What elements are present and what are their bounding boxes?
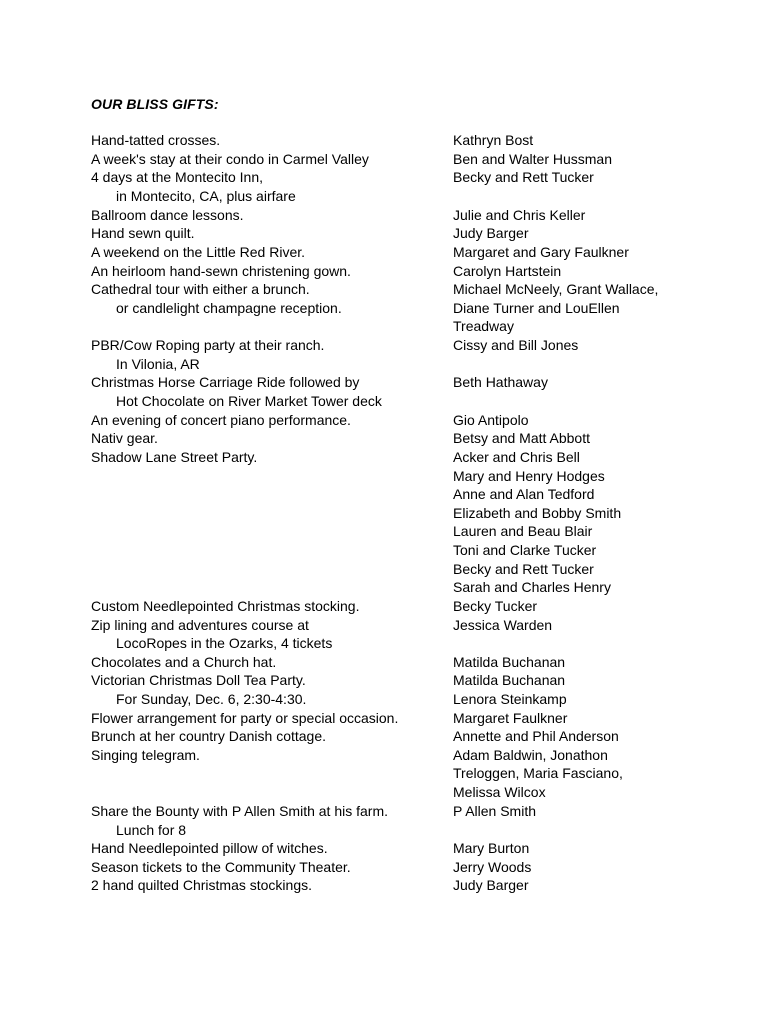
gift-line: Cathedral tour with either a brunch. <box>91 281 310 297</box>
donor-line: Lenora Steinkamp <box>453 691 567 707</box>
donor-line: Julie and Chris Keller <box>453 207 586 223</box>
donor-line: Toni and Clarke Tucker <box>453 542 597 558</box>
gift-line: Zip lining and adventures course at <box>91 617 309 633</box>
gift-line: Share the Bounty with P Allen Smith at his farm. <box>91 803 389 819</box>
donor-line: Judy Barger <box>453 877 529 893</box>
gift-line: or candlelight champagne reception. <box>116 300 342 316</box>
gift-line: Season tickets to the Community Theater. <box>91 859 351 875</box>
donor-line: Mary Burton <box>453 840 530 856</box>
gift-line: Christmas Horse Carriage Ride followed by <box>91 374 360 390</box>
donor-line: Diane Turner and LouEllen <box>453 300 620 316</box>
donor-line: P Allen Smith <box>453 803 537 819</box>
donor-line: Treadway <box>453 318 514 334</box>
donor-line: Betsy and Matt Abbott <box>453 430 590 446</box>
page-heading: OUR BLISS GIFTS: <box>91 96 219 112</box>
gift-line: Brunch at her country Danish cottage. <box>91 728 327 744</box>
gift-line: Hand-tatted crosses. <box>91 132 221 148</box>
gift-line: In Vilonia, AR <box>116 356 200 372</box>
donor-line: Jerry Woods <box>453 859 532 875</box>
donor-line: Sarah and Charles Henry <box>453 579 611 595</box>
gift-line: Victorian Christmas Doll Tea Party. <box>91 672 306 688</box>
donor-line: Matilda Buchanan <box>453 672 566 688</box>
gift-line: An evening of concert piano performance. <box>91 412 351 428</box>
gift-line: Chocolates and a Church hat. <box>91 654 277 670</box>
gift-line: Flower arrangement for party or special occasion. <box>91 710 399 726</box>
donor-line: Beth Hathaway <box>453 374 548 390</box>
gift-line: Hot Chocolate on River Market Tower deck <box>116 393 382 409</box>
gift-line: Singing telegram. <box>91 747 200 763</box>
gift-line: in Montecito, CA, plus airfare <box>116 188 296 204</box>
gift-line: 4 days at the Montecito Inn, <box>91 169 263 185</box>
donor-line: Matilda Buchanan <box>453 654 566 670</box>
donor-line: Lauren and Beau Blair <box>453 523 593 539</box>
gift-line: Shadow Lane Street Party. <box>91 449 258 465</box>
donor-line: Becky and Rett Tucker <box>453 169 594 185</box>
donor-line: Kathryn Bost <box>453 132 534 148</box>
gift-line: Nativ gear. <box>91 430 158 446</box>
gift-line: A week's stay at their condo in Carmel Valley <box>91 151 369 167</box>
gift-line: 2 hand quilted Christmas stockings. <box>91 877 312 893</box>
donor-line: Becky and Rett Tucker <box>453 561 594 577</box>
donor-line: Melissa Wilcox <box>453 784 546 800</box>
donor-line: Margaret and Gary Faulkner <box>453 244 629 260</box>
donor-line: Ben and Walter Hussman <box>453 151 612 167</box>
donor-line: Gio Antipolo <box>453 412 529 428</box>
gift-line: Hand sewn quilt. <box>91 225 195 241</box>
donor-line: Anne and Alan Tedford <box>453 486 595 502</box>
gift-line: Custom Needlepointed Christmas stocking. <box>91 598 360 614</box>
donor-line: Cissy and Bill Jones <box>453 337 579 353</box>
gift-line: LocoRopes in the Ozarks, 4 tickets <box>116 635 333 651</box>
donor-line: Mary and Henry Hodges <box>453 468 605 484</box>
donor-line: Adam Baldwin, Jonathon <box>453 747 608 763</box>
donor-line: Becky Tucker <box>453 598 538 614</box>
gift-line: An heirloom hand-sewn christening gown. <box>91 263 351 279</box>
donor-line: Margaret Faulkner <box>453 710 568 726</box>
donor-line: Judy Barger <box>453 225 529 241</box>
donor-line: Jessica Warden <box>453 617 553 633</box>
donor-line: Annette and Phil Anderson <box>453 728 619 744</box>
donor-line: Michael McNeely, Grant Wallace, <box>453 281 659 297</box>
donor-line: Treloggen, Maria Fasciano, <box>453 765 623 781</box>
gift-line: Hand Needlepointed pillow of witches. <box>91 840 328 856</box>
gift-line: For Sunday, Dec. 6, 2:30-4:30. <box>116 691 307 707</box>
gift-line: Ballroom dance lessons. <box>91 207 244 223</box>
donor-line: Carolyn Hartstein <box>453 263 562 279</box>
donor-line: Elizabeth and Bobby Smith <box>453 505 622 521</box>
gift-line: PBR/Cow Roping party at their ranch. <box>91 337 325 353</box>
donor-line: Acker and Chris Bell <box>453 449 580 465</box>
gift-line: Lunch for 8 <box>116 822 187 838</box>
gift-line: A weekend on the Little Red River. <box>91 244 306 260</box>
